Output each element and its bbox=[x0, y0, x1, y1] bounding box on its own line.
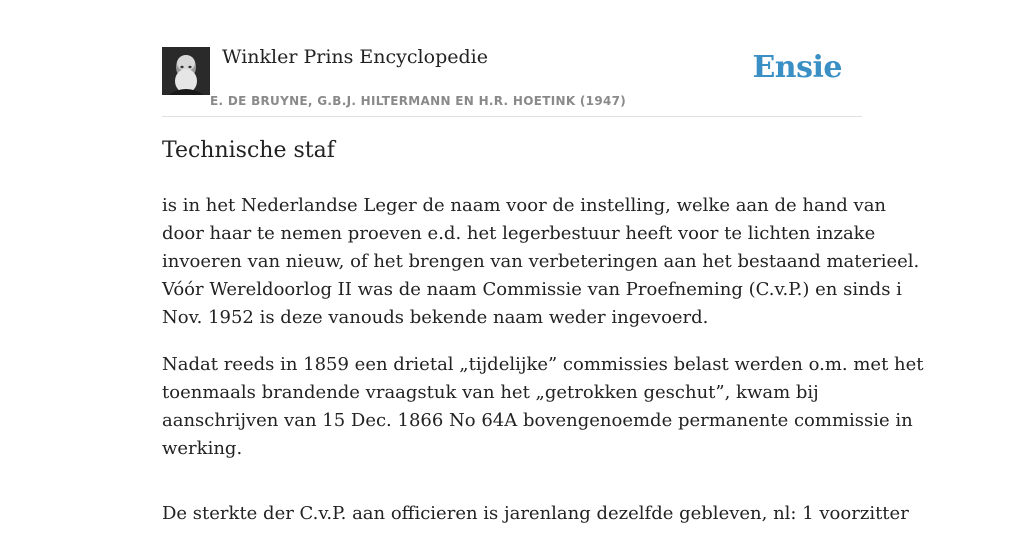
site-header bbox=[162, 40, 862, 117]
paragraph-2 bbox=[162, 351, 924, 463]
text-line: is in het Nederlandse Leger de naam voor de instelling, welke aan de hand van bbox=[162, 195, 887, 216]
text-line: door haar te nemen proeven e.d. het legerbestuur heeft voor te lichten inzake bbox=[162, 223, 876, 244]
article-body bbox=[162, 192, 924, 547]
paragraph-3 bbox=[162, 500, 909, 528]
text-line: invoeren van nieuw, of het brengen van verbeteringen aan het bestaand materieel. bbox=[162, 251, 920, 272]
paragraph-spacer bbox=[162, 482, 862, 500]
ensie-logo[interactable]: Ensie bbox=[752, 50, 842, 85]
portrait-avatar-icon[interactable] bbox=[162, 47, 210, 95]
text-line: Nov. 1952 is deze vanouds bekende naam weder ingevoerd. bbox=[162, 307, 709, 328]
site-title[interactable]: Winkler Prins Encyclopedie bbox=[222, 46, 488, 68]
text-line: De sterkte der C.v.P. aan officieren is jarenlang dezelfde gebleven, nl: 1 voorzitter bbox=[162, 503, 909, 524]
authors-byline: E. DE BRUYNE, G.B.J. HILTERMANN EN H.R. HOETINK (1947) bbox=[210, 94, 627, 108]
text-line: Nadat reeds in 1859 een drietal „tijdelijke” commissies belast werden o.m. met het bbox=[162, 354, 924, 375]
text-line: Vóór Wereldoorlog II was de naam Commissie van Proefneming (C.v.P.) en sinds i bbox=[162, 279, 902, 300]
text-line: toenmaals brandende vraagstuk van het „getrokken geschut”, kwam bij bbox=[162, 382, 819, 403]
text-line: werking. bbox=[162, 438, 243, 459]
article-title: Technische staf bbox=[162, 138, 335, 163]
text-line: aanschrijven van 15 Dec. 1866 No 64A bovengenoemde permanente commissie in bbox=[162, 410, 913, 431]
paragraph-1 bbox=[162, 192, 920, 332]
